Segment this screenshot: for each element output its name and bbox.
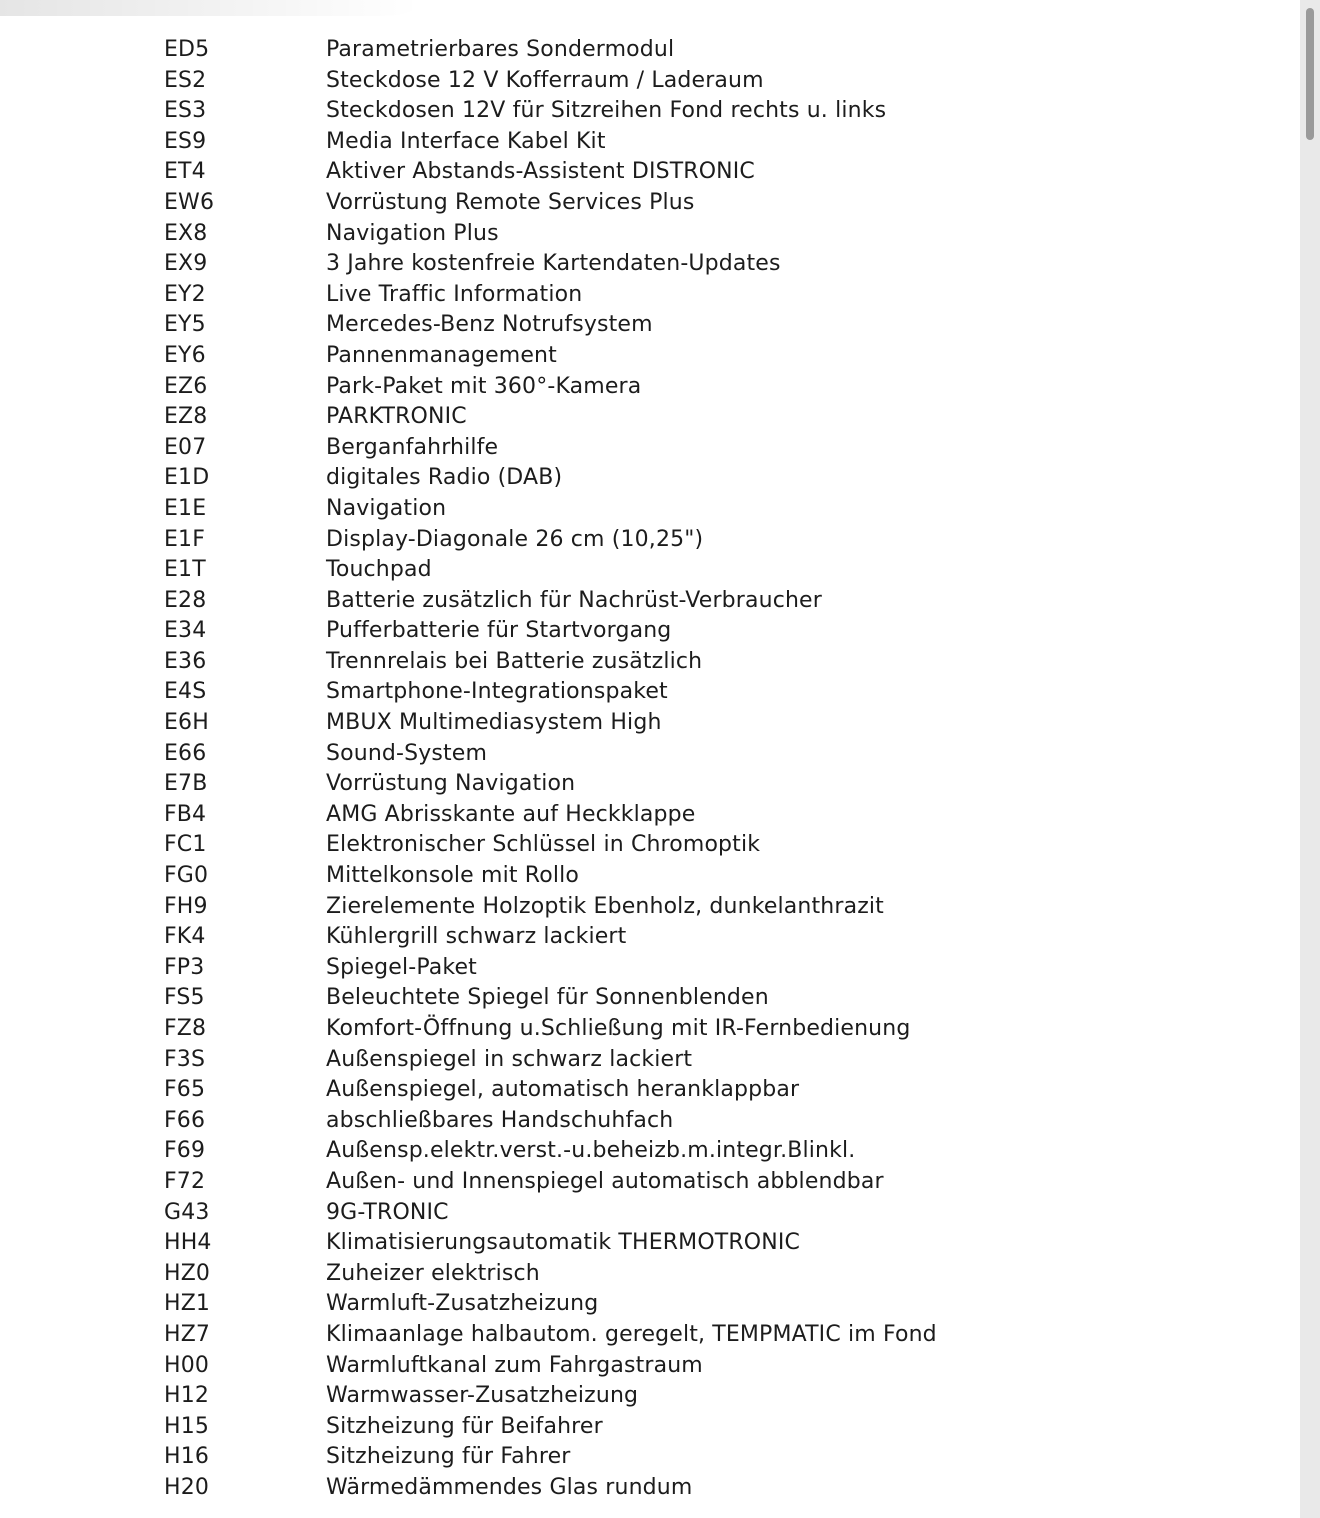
option-code: FC1	[164, 832, 207, 858]
list-item	[0, 157, 1296, 188]
list-item	[0, 1167, 1296, 1198]
option-description: Warmluft-Zusatzheizung	[326, 1291, 599, 1317]
list-item	[0, 66, 1296, 97]
list-item	[0, 555, 1296, 586]
list-item	[0, 372, 1296, 403]
option-code: ET4	[164, 159, 206, 185]
list-item	[0, 647, 1296, 678]
option-code: E28	[164, 587, 207, 613]
option-code: HH4	[164, 1230, 212, 1256]
option-code: F66	[164, 1107, 206, 1133]
option-code: H12	[164, 1383, 209, 1409]
option-description: Smartphone-Integrationspaket	[326, 679, 668, 705]
list-item	[0, 249, 1296, 280]
option-description: Steckdosen 12V für Sitzreihen Fond rechts u. links	[326, 98, 887, 124]
option-code: F3S	[164, 1046, 206, 1072]
list-item	[0, 739, 1296, 770]
list-item	[0, 769, 1296, 800]
list-item	[0, 1381, 1296, 1412]
option-description: Spiegel-Paket	[326, 954, 477, 980]
option-description: Steckdose 12 V Kofferraum / Laderaum	[326, 67, 764, 93]
option-code: HZ7	[164, 1321, 211, 1347]
option-description: digitales Radio (DAB)	[326, 465, 563, 491]
list-item	[0, 96, 1296, 127]
option-description: 9G-TRONIC	[326, 1199, 449, 1225]
list-item	[0, 1136, 1296, 1167]
option-code: ES2	[164, 67, 207, 93]
option-code: EX8	[164, 220, 208, 246]
option-description: Vorrüstung Navigation	[326, 771, 576, 797]
option-code: E1D	[164, 465, 210, 491]
option-code: E66	[164, 740, 207, 766]
option-code: FZ8	[164, 1016, 207, 1041]
option-description: Warmwasser-Zusatzheizung	[326, 1383, 639, 1409]
option-code: HZ1	[164, 1291, 211, 1317]
list-item	[0, 1351, 1296, 1382]
option-description: Pannenmanagement	[326, 342, 557, 368]
option-description: Display-Diagonale 26 cm (10,25")	[326, 526, 704, 552]
option-description: MBUX Multimediasystem High	[326, 710, 662, 736]
option-description: Vorrüstung Remote Services Plus	[326, 189, 695, 215]
option-description: Sound-System	[326, 740, 488, 766]
list-item	[0, 1228, 1296, 1259]
option-code-list	[0, 35, 1296, 1504]
option-code: H20	[164, 1474, 209, 1500]
list-item	[0, 1106, 1296, 1137]
option-description: Warmluftkanal zum Fahrgastraum	[326, 1352, 703, 1378]
option-description: Parametrierbares Sondermodul	[326, 37, 675, 62]
list-item	[0, 586, 1296, 617]
option-code: EX9	[164, 251, 208, 277]
option-description: Außen- und Innenspiegel automatisch abblendbar	[326, 1168, 884, 1194]
option-code: EZ8	[164, 404, 208, 430]
option-description: Klimaanlage halbautom. geregelt, TEMPMATIC im Fond	[326, 1321, 937, 1347]
list-item	[0, 1289, 1296, 1320]
option-code: E36	[164, 648, 207, 674]
list-item	[0, 1198, 1296, 1229]
option-code: E6H	[164, 710, 209, 736]
list-item	[0, 1045, 1296, 1076]
option-code: FS5	[164, 985, 205, 1011]
option-code: FG0	[164, 863, 209, 889]
option-code: F72	[164, 1168, 206, 1194]
option-description: PARKTRONIC	[326, 404, 467, 430]
option-description: Pufferbatterie für Startvorgang	[326, 618, 672, 644]
option-description: Batterie zusätzlich für Nachrüst-Verbraucher	[326, 587, 822, 613]
list-item	[0, 1320, 1296, 1351]
option-description: Navigation Plus	[326, 220, 499, 246]
option-description: Wärmedämmendes Glas rundum	[326, 1474, 693, 1500]
option-code: ES9	[164, 128, 207, 154]
option-description: Zierelemente Holzoptik Ebenholz, dunkelanthrazit	[326, 893, 884, 919]
option-description: Elektronischer Schlüssel in Chromoptik	[326, 832, 761, 858]
option-description: AMG Abrisskante auf Heckklappe	[326, 801, 696, 827]
list-item	[0, 402, 1296, 433]
option-description: Park-Paket mit 360°-Kamera	[326, 373, 642, 399]
option-code: FK4	[164, 924, 206, 950]
option-code: ES3	[164, 98, 207, 124]
option-description: Mercedes-Benz Notrufsystem	[326, 312, 653, 338]
option-description: Aktiver Abstands-Assistent DISTRONIC	[326, 159, 755, 185]
list-item	[0, 1473, 1296, 1504]
list-item	[0, 1412, 1296, 1443]
option-code: E1F	[164, 526, 206, 552]
option-code: H16	[164, 1444, 209, 1470]
list-item	[0, 1442, 1296, 1473]
option-code: E7B	[164, 771, 208, 797]
list-item	[0, 830, 1296, 861]
option-code: H00	[164, 1352, 209, 1378]
option-code: FB4	[164, 801, 207, 827]
option-description: Navigation	[326, 495, 447, 521]
option-code: F69	[164, 1138, 206, 1164]
option-code: FH9	[164, 893, 208, 919]
option-code: E4S	[164, 679, 207, 705]
option-code: EW6	[164, 189, 215, 215]
list-item	[0, 677, 1296, 708]
list-item	[0, 922, 1296, 953]
list-item	[0, 127, 1296, 158]
option-code: F65	[164, 1077, 206, 1103]
list-item	[0, 310, 1296, 341]
list-item	[0, 1075, 1296, 1106]
list-item	[0, 280, 1296, 311]
option-code: E1T	[164, 557, 206, 583]
option-code: EY5	[164, 312, 206, 338]
option-description: Sitzheizung für Fahrer	[326, 1444, 571, 1470]
list-item	[0, 892, 1296, 923]
option-description: Sitzheizung für Beifahrer	[326, 1413, 603, 1439]
list-item	[0, 953, 1296, 984]
option-code: E1E	[164, 495, 207, 521]
list-item	[0, 525, 1296, 556]
option-description: abschließbares Handschuhfach	[326, 1107, 674, 1133]
option-description: Außensp.elektr.verst.-u.beheizb.m.integr.Blinkl.	[326, 1138, 856, 1164]
option-code: HZ0	[164, 1260, 211, 1286]
option-description: Klimatisierungsautomatik THERMOTRONIC	[326, 1230, 801, 1256]
list-item	[0, 188, 1296, 219]
option-description: 3 Jahre kostenfreie Kartendaten-Updates	[326, 251, 781, 277]
option-code: EZ6	[164, 373, 208, 399]
list-item	[0, 800, 1296, 831]
option-code: FP3	[164, 954, 205, 980]
scrollbar[interactable]	[1300, 0, 1320, 1518]
option-code: E34	[164, 618, 207, 644]
option-description: Live Traffic Information	[326, 281, 583, 307]
list-item	[0, 463, 1296, 494]
list-item	[0, 433, 1296, 464]
option-description: Außenspiegel in schwarz lackiert	[326, 1046, 693, 1072]
scrollbar-thumb[interactable]	[1306, 8, 1314, 140]
top-edge-shadow	[0, 0, 420, 16]
list-item	[0, 983, 1296, 1014]
option-description: Komfort-Öffnung u.Schließung mit IR-Fernbedienung	[326, 1016, 911, 1041]
option-code: ED5	[164, 37, 210, 62]
list-item	[0, 1259, 1296, 1290]
option-code: EY2	[164, 281, 206, 307]
option-description: Kühlergrill schwarz lackiert	[326, 924, 627, 950]
option-code: H15	[164, 1413, 209, 1439]
option-description: Media Interface Kabel Kit	[326, 128, 606, 154]
list-item	[0, 219, 1296, 250]
list-item	[0, 861, 1296, 892]
list-item	[0, 708, 1296, 739]
option-code: G43	[164, 1199, 210, 1225]
list-item	[0, 494, 1296, 525]
option-description: Außenspiegel, automatisch heranklappbar	[326, 1077, 800, 1103]
list-item	[0, 616, 1296, 647]
option-description: Berganfahrhilfe	[326, 434, 499, 460]
option-description: Beleuchtete Spiegel für Sonnenblenden	[326, 985, 769, 1011]
option-description: Trennrelais bei Batterie zusätzlich	[326, 648, 703, 674]
option-code: EY6	[164, 342, 206, 368]
option-description: Touchpad	[326, 557, 432, 583]
option-description: Mittelkonsole mit Rollo	[326, 863, 579, 889]
option-description: Zuheizer elektrisch	[326, 1260, 540, 1286]
list-item	[0, 1014, 1296, 1045]
list-item	[0, 35, 1296, 66]
list-item	[0, 341, 1296, 372]
option-code: E07	[164, 434, 207, 460]
